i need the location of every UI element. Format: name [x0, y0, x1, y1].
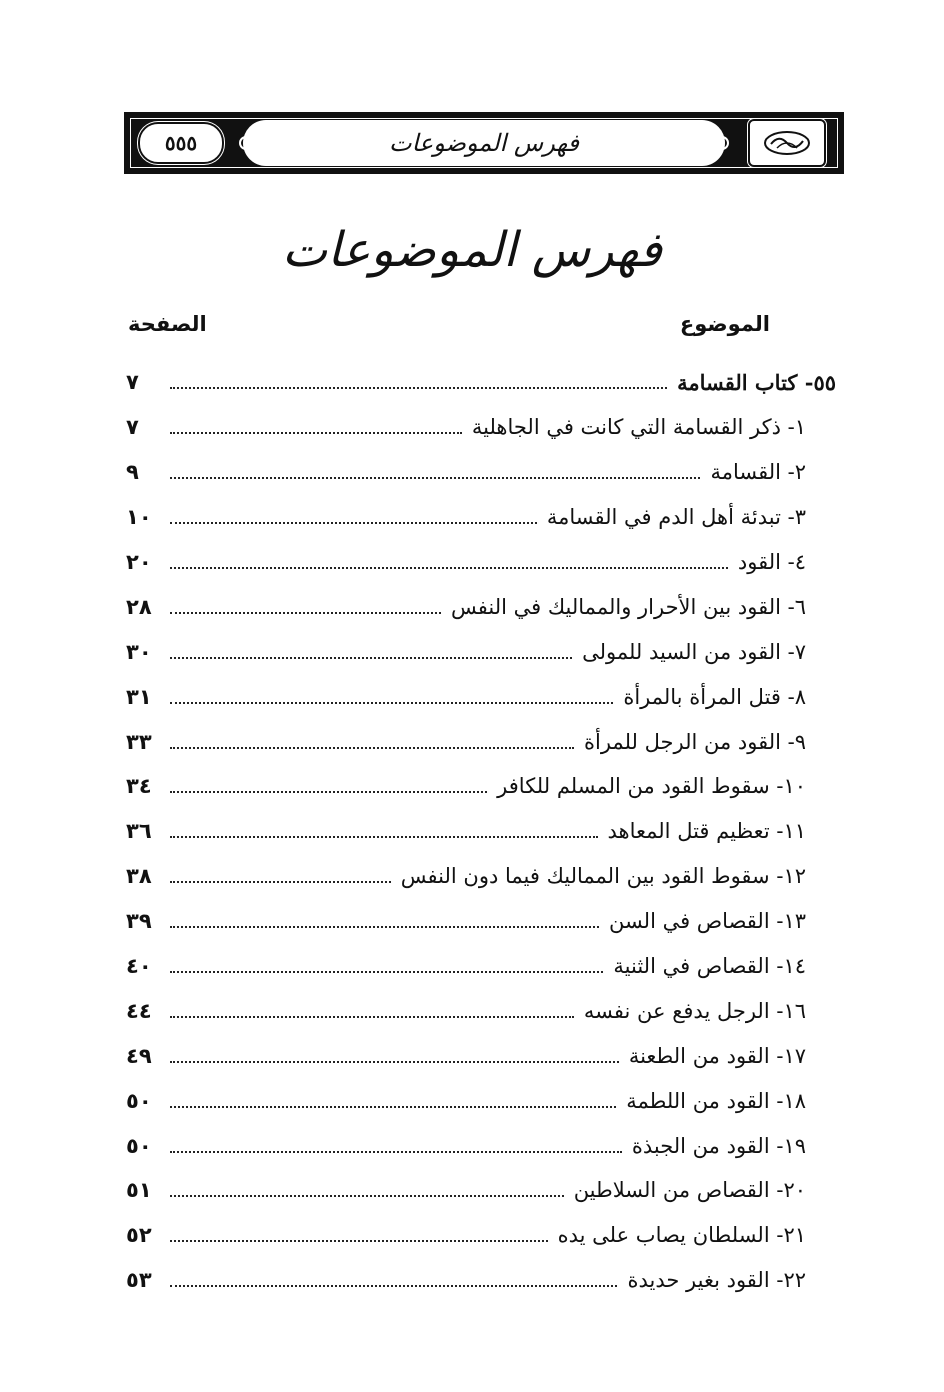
- toc-entry-page: ٣٨: [126, 864, 152, 889]
- emblem-ornament: [739, 120, 835, 166]
- toc-entry-title: ٩- القود من الرجل للمرأة: [584, 729, 806, 754]
- toc-entry[interactable]: [126, 1168, 836, 1213]
- toc-entry-page: ٥١: [126, 1178, 152, 1203]
- toc-entry[interactable]: [126, 405, 836, 450]
- toc-entry[interactable]: [126, 629, 836, 674]
- toc-entry-page: ١٠: [126, 505, 152, 530]
- leader-dots: [170, 657, 572, 659]
- leader-dots: [170, 971, 603, 973]
- toc-entry-title: ٦- القود بين الأحرار والمماليك في النفس: [450, 594, 806, 619]
- toc-entry[interactable]: [126, 1078, 836, 1123]
- leader-dots: [170, 881, 391, 883]
- toc-entry-page: ٤٠: [126, 954, 152, 979]
- leader-dots: [170, 1106, 616, 1108]
- leader-dots: [170, 791, 487, 793]
- leader-dots: [170, 477, 700, 479]
- toc-entry-title: ٥٥- كتاب القسامة: [677, 369, 836, 395]
- publisher-emblem-icon: [750, 121, 824, 165]
- toc-entry-page: ٤٤: [126, 998, 152, 1023]
- toc-entry-title: ١٩- القود من الجبذة: [631, 1133, 806, 1158]
- leader-dots: [170, 387, 667, 389]
- topic-column-header: الموضوع: [679, 312, 770, 336]
- emblem-calligraphy-icon: [761, 128, 813, 158]
- toc-entry[interactable]: [126, 584, 836, 629]
- toc-entry-page: ٣٦: [126, 819, 152, 844]
- leader-dots: [170, 522, 537, 524]
- toc-entry-title: ٢- القسامة: [710, 460, 806, 485]
- toc-entry[interactable]: [126, 450, 836, 495]
- toc-entry-page: ٢٨: [126, 594, 152, 619]
- running-title: فهرس الموضوعات: [243, 120, 725, 166]
- toc-entry[interactable]: [126, 899, 836, 944]
- toc-entry-title: ١- ذكر القسامة التي كانت في الجاهلية: [471, 415, 806, 440]
- toc-entry[interactable]: [126, 495, 836, 540]
- toc-entry[interactable]: [126, 540, 836, 585]
- toc-entry-title: ١١- تعظيم قتل المعاهد: [607, 819, 806, 844]
- leader-dots: [170, 1061, 619, 1063]
- toc-entry[interactable]: [126, 1123, 836, 1168]
- toc-entry-page: ٥٠: [126, 1133, 152, 1158]
- toc-entry[interactable]: [126, 854, 836, 899]
- toc-book-entry[interactable]: [126, 360, 836, 405]
- toc-entry-page: ٣١: [126, 684, 152, 709]
- toc-entry-page: ٣٠: [126, 639, 152, 664]
- toc-entry-title: ٤- القود: [737, 550, 806, 574]
- toc-entry[interactable]: [126, 1258, 836, 1303]
- toc-entry-page: ٧: [126, 415, 139, 440]
- leader-dots: [170, 612, 441, 614]
- toc-entry[interactable]: [126, 988, 836, 1033]
- leader-dots: [170, 702, 613, 704]
- leader-dots: [170, 747, 574, 749]
- toc-entry-title: ٨- قتل المرأة بالمرأة: [623, 684, 806, 709]
- toc-entry-page: ٢٠: [126, 550, 152, 574]
- toc-entry-title: ١٢- سقوط القود بين المماليك فيما دون النفس: [400, 864, 806, 889]
- toc-entry-page: ٧: [126, 370, 139, 395]
- leader-dots: [170, 567, 728, 569]
- toc-entry-title: ٢١- السلطان يصاب على يده: [557, 1223, 806, 1248]
- page-title: فهرس الموضوعات: [282, 222, 662, 278]
- toc-entry-page: ٥٠: [126, 1088, 152, 1113]
- toc-entry[interactable]: [126, 1213, 836, 1258]
- toc-entry-title: ١٤- القصاص في الثنية: [613, 954, 806, 979]
- toc-entry-page: ٣٩: [126, 909, 152, 934]
- header-page-number: ٥٥٥: [140, 124, 222, 162]
- toc-entry-title: ٧- القود من السيد للمولى: [582, 639, 806, 664]
- toc-entry[interactable]: [126, 764, 836, 809]
- toc-entry[interactable]: [126, 719, 836, 764]
- toc-entry-title: ٣- تبدئة أهل الدم في القسامة: [546, 505, 806, 530]
- leader-dots: [170, 1151, 622, 1153]
- leader-dots: [170, 1016, 574, 1018]
- chain-ornament-icon: [715, 136, 729, 150]
- leader-dots: [170, 1195, 564, 1197]
- leader-dots: [170, 926, 599, 928]
- toc-entry-page: ٥٢: [126, 1223, 152, 1248]
- toc-entry[interactable]: [126, 674, 836, 719]
- running-header: [124, 112, 844, 174]
- leader-dots: [170, 1240, 548, 1242]
- toc-entry[interactable]: [126, 944, 836, 989]
- page-number-ornament: [133, 120, 229, 166]
- toc-entry-title: ٢٠- القصاص من السلاطين: [573, 1178, 806, 1203]
- toc-entry-page: ٩: [126, 460, 139, 485]
- toc-list: [126, 360, 836, 1303]
- leader-dots: [170, 836, 598, 838]
- toc-entry[interactable]: [126, 809, 836, 854]
- toc-entry-page: ٤٩: [126, 1043, 152, 1068]
- leader-dots: [170, 432, 462, 434]
- toc-entry-title: ١٦- الرجل يدفع عن نفسه: [583, 998, 806, 1023]
- page-column-header: الصفحة: [128, 312, 207, 336]
- leader-dots: [170, 1285, 617, 1287]
- toc-entry-title: ٢٢- القود بغير حديدة: [627, 1268, 806, 1293]
- toc-entry-title: ١٣- القصاص في السن: [608, 909, 806, 934]
- toc-entry[interactable]: [126, 1033, 836, 1078]
- toc-entry-title: ١٧- القود من الطعنة: [628, 1043, 806, 1068]
- toc-entry-page: ٣٣: [126, 729, 152, 754]
- toc-entry-page: ٥٣: [126, 1268, 152, 1293]
- toc-entry-title: ١٨- القود من اللطمة: [626, 1088, 806, 1113]
- toc-entry-page: ٣٤: [126, 774, 152, 799]
- toc-entry-title: ١٠- سقوط القود من المسلم للكافر: [497, 774, 806, 799]
